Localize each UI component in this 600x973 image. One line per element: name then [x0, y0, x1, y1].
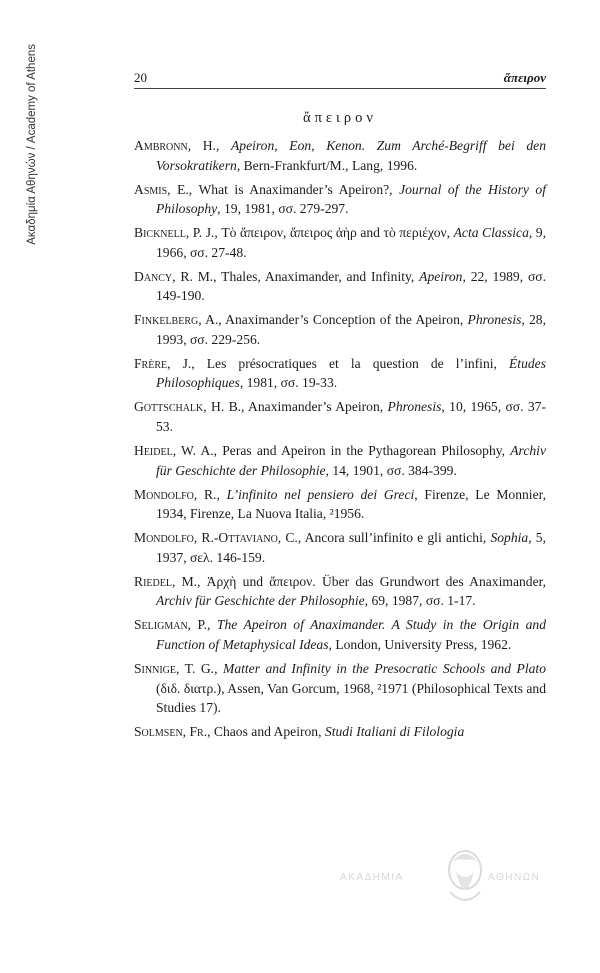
entry-title: Phronesis [387, 399, 442, 415]
entry-text: Anaximander’s Conception of the Apeiron, [221, 312, 468, 328]
entry-author: Mondolfo, R., [134, 486, 220, 502]
bibliography-list [134, 136, 546, 746]
entry-text: Les présocratiques et la question de l’infini, [194, 355, 509, 371]
entry-author: Ambronn, H., [134, 138, 220, 153]
bibliography-entry [134, 180, 546, 219]
entry-author: Mondolfo, R.-Ottaviano, C., [134, 530, 302, 546]
entry-title: Sophia [490, 530, 529, 546]
bibliography-entry [134, 659, 546, 718]
entry-title: Journal of the History of Philosophy [156, 181, 547, 217]
entry-text: , London, University Press, 1962. [328, 636, 512, 652]
entry-title: Archiv für Geschichte der Philosophie [156, 443, 546, 478]
entry-text: , 1981, σσ. 19-33. [239, 375, 338, 391]
entry-author: Riedel, M., [134, 573, 201, 589]
entry-author: Bicknell, P. J., [134, 225, 218, 241]
entry-title: The Apeiron of Anaximander. A Study in the Origin and Function of Metaphysical Ideas [156, 617, 547, 652]
bibliography-entry [134, 722, 546, 742]
entry-title: Archiv für Geschichte der Philosophie [156, 593, 365, 609]
entry-text: , 5, 1937, σελ. 146-159. [156, 530, 546, 565]
entry-author: Solmsen, Fr., [134, 724, 211, 740]
bibliography-entry [134, 485, 546, 524]
entry-text: , Firenze, Le Monnier, 1934, Firenze, La Nuova Italia, ²1956. [156, 486, 546, 522]
entry-text: , 22, 1989, σσ. 149-190. [156, 268, 546, 304]
side-watermark: Ακαδημία Αθηνών / Academy of Athens [26, 44, 38, 245]
watermark-text-right: ΑΘΗΝΩΝ [488, 872, 541, 883]
entry-author: Finkelberg, A., [134, 312, 222, 328]
entry-title: Études Philosophiques [156, 355, 546, 391]
entry-author: Heidel, W. A., [134, 443, 218, 459]
section-title: ἄπειρον [303, 110, 377, 126]
entry-text: , 19, 1981, σσ. 279-297. [217, 201, 349, 217]
entry-text: Peras and Apeiron in the Pythagorean Philosophy, [217, 443, 511, 459]
entry-text [220, 487, 227, 502]
entry-title: Studi Italiani di Filologia [324, 724, 465, 740]
entry-text: , 10, 1965, σσ. 37-53. [156, 399, 546, 435]
bibliography-entry [134, 310, 546, 349]
running-title: ἄπειρον [503, 70, 546, 85]
entry-text [219, 138, 231, 153]
entry-author: Asmis, E., [134, 181, 193, 197]
entry-text: , 28, 1993, σσ. 229-256. [156, 312, 546, 347]
bibliography-entry [134, 354, 546, 393]
entry-author: Dancy, R. M., [134, 268, 217, 284]
entry-title: Apeiron [419, 268, 463, 284]
entry-text: , 9, 1966, σσ. 27-48. [156, 225, 546, 260]
entry-text: Ἀρχὴ und ἄπειρον. Über das Grundwort des Anaximander, [200, 573, 547, 589]
entry-title: Phronesis [467, 312, 522, 328]
entry-text: What is Anaximander’s Apeiron?, [192, 181, 400, 197]
entry-text: , 14, 1901, σσ. 384-399. [325, 462, 457, 478]
entry-text: Chaos and Apeiron, [210, 724, 325, 740]
watermark-text-left: ΑΚΑΔΗΜΙΑ [340, 872, 404, 883]
bibliography-entry [134, 528, 546, 567]
page-number: 20 [134, 70, 147, 85]
bibliography-entry [134, 267, 546, 306]
entry-text: , Bern-Frankfurt/M., Lang, 1996. [236, 157, 418, 173]
entry-title: Matter and Infinity in the Presocratic Schools and Plato [223, 660, 546, 676]
entry-author: Seligman, P., [134, 617, 211, 633]
entry-author: Gottschalk, H. B., [134, 399, 245, 415]
bibliography-entry [134, 441, 546, 480]
entry-author: Frère, J., [134, 355, 195, 371]
entry-title: Acta Classica [453, 225, 529, 241]
entry-title: L’infinito nel pensiero dei Greci [226, 486, 415, 502]
bibliography-entry [134, 223, 546, 262]
bibliography-entry [134, 572, 546, 611]
entry-text: Thales, Anaximander, and Infinity, [216, 268, 420, 284]
entry-text: (διδ. διατρ.), Assen, Van Gorcum, 1968, ²1971 (Philosophical Texts and Studies 17). [156, 680, 546, 716]
bibliography-entry [134, 397, 546, 436]
academy-watermark [338, 848, 568, 908]
bibliography-entry [134, 136, 546, 175]
entry-author: Sinnige, T. G., [134, 660, 218, 676]
running-head [134, 70, 546, 89]
entry-text: Anaximander’s Apeiron, [244, 399, 388, 415]
entry-text: Ancora sull’infinito e gli antichi, [301, 530, 491, 546]
bibliography-entry [134, 615, 546, 654]
entry-text: Τὸ ἄπειρον, ἄπειρος ἀὴρ and τὸ περιέχον, [217, 225, 454, 241]
entry-text: , 69, 1987, σσ. 1-17. [364, 593, 476, 609]
athena-seal-icon [442, 848, 488, 906]
entry-title: Apeiron, Eon, Kenon. Zum Arché-Begriff bei den Vorsokratikern [156, 138, 546, 173]
